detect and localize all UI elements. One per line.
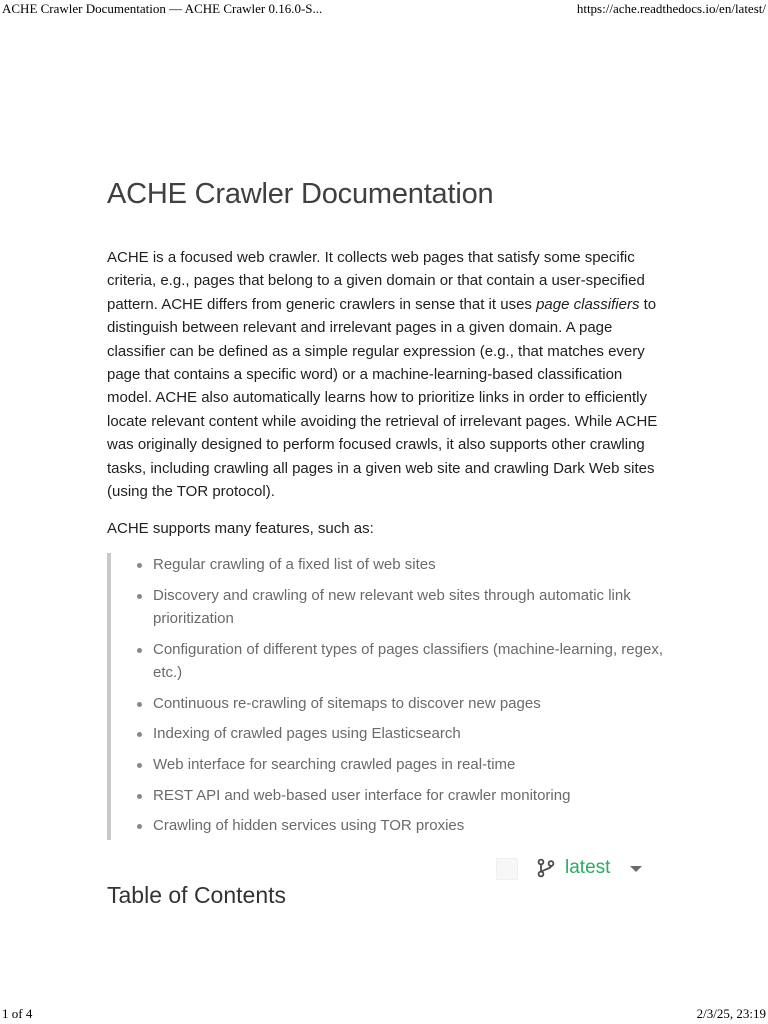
- bullet-icon: [137, 732, 142, 737]
- page-number: 1 of 4: [2, 1006, 33, 1021]
- intro-paragraph: [107, 246, 663, 503]
- list-item-text: Indexing of crawled pages using Elasticsearch: [153, 725, 461, 743]
- list-item: [133, 814, 663, 840]
- print-page-url: https://ache.readthedocs.io/en/latest/: [576, 1, 766, 16]
- page-title: ACHE Crawler Documentation: [107, 178, 494, 210]
- bullet-icon: [137, 563, 142, 568]
- print-page-title: ACHE Crawler Documentation — ACHE Crawler 0.16.0-S...: [2, 1, 323, 16]
- bullet-icon: [137, 794, 142, 799]
- print-header: [0, 0, 768, 20]
- list-item-text: REST API and web-based user interface for crawler monitoring: [153, 786, 571, 804]
- toc-heading: Table of Contents: [107, 882, 287, 908]
- bullet-icon: [137, 763, 142, 768]
- bullet-icon: [137, 702, 142, 707]
- git-branch-icon: [536, 858, 556, 878]
- list-item-text: Regular crawling of a fixed list of web sites: [153, 556, 436, 574]
- version-selector[interactable]: [496, 854, 646, 882]
- version-placeholder-icon: [496, 858, 518, 880]
- list-item-text: Crawling of hidden services using TOR proxies: [153, 817, 465, 835]
- list-item-text: Continuous re-crawling of sitemaps to discover new pages: [153, 694, 541, 712]
- features-lead: ACHE supports many features, such as:: [107, 520, 374, 538]
- document-body: [107, 170, 663, 840]
- list-item: [133, 784, 663, 807]
- bullet-icon: [137, 824, 142, 829]
- features-list: [107, 553, 663, 840]
- list-item-text: Discovery and crawling of new relevant web sites through automatic link prioritization: [153, 587, 631, 628]
- print-datetime: 2/3/25, 23:19: [696, 1006, 766, 1021]
- bullet-icon: [137, 648, 142, 653]
- list-item: [133, 753, 663, 776]
- caret-down-icon: [630, 866, 642, 872]
- list-item-text: Configuration of different types of pages classifiers (machine-learning, regex, etc.): [153, 640, 663, 681]
- bullet-icon: [137, 594, 142, 599]
- list-item: [133, 722, 663, 745]
- intro-text-part2: to distinguish between relevant and irrelevant pages in a given domain. A page classifier can be defined as a simple regular expression (e.g., that matches every page that contains a specific word) or a machine-learning-based classification model. ACHE also automatically learns how to prioritize links in order to efficiently locate relevant content while avoiding the retrieval of irrelevant pages. While ACHE was originally designed to perform focused crawls, it also supports other crawling tasks, including crawling all pages in a given web site and crawling Dark Web sites (using the TOR protocol).: [107, 295, 658, 501]
- list-item: [133, 553, 663, 576]
- list-item: [133, 584, 663, 630]
- list-item: [133, 638, 663, 684]
- intro-emphasis: page classifiers: [536, 295, 640, 313]
- print-footer: [0, 1004, 768, 1024]
- list-item-text: Web interface for searching crawled pages in real-time: [153, 755, 516, 773]
- intro-text-part1: ACHE is a focused web crawler. It collects web pages that satisfy some specific criteria, e.g., pages that belong to a given domain or that contain a user-specified pattern. ACHE differs from generic crawlers in sense that it uses: [107, 249, 645, 313]
- list-item: [133, 692, 663, 715]
- version-label: latest: [565, 857, 611, 878]
